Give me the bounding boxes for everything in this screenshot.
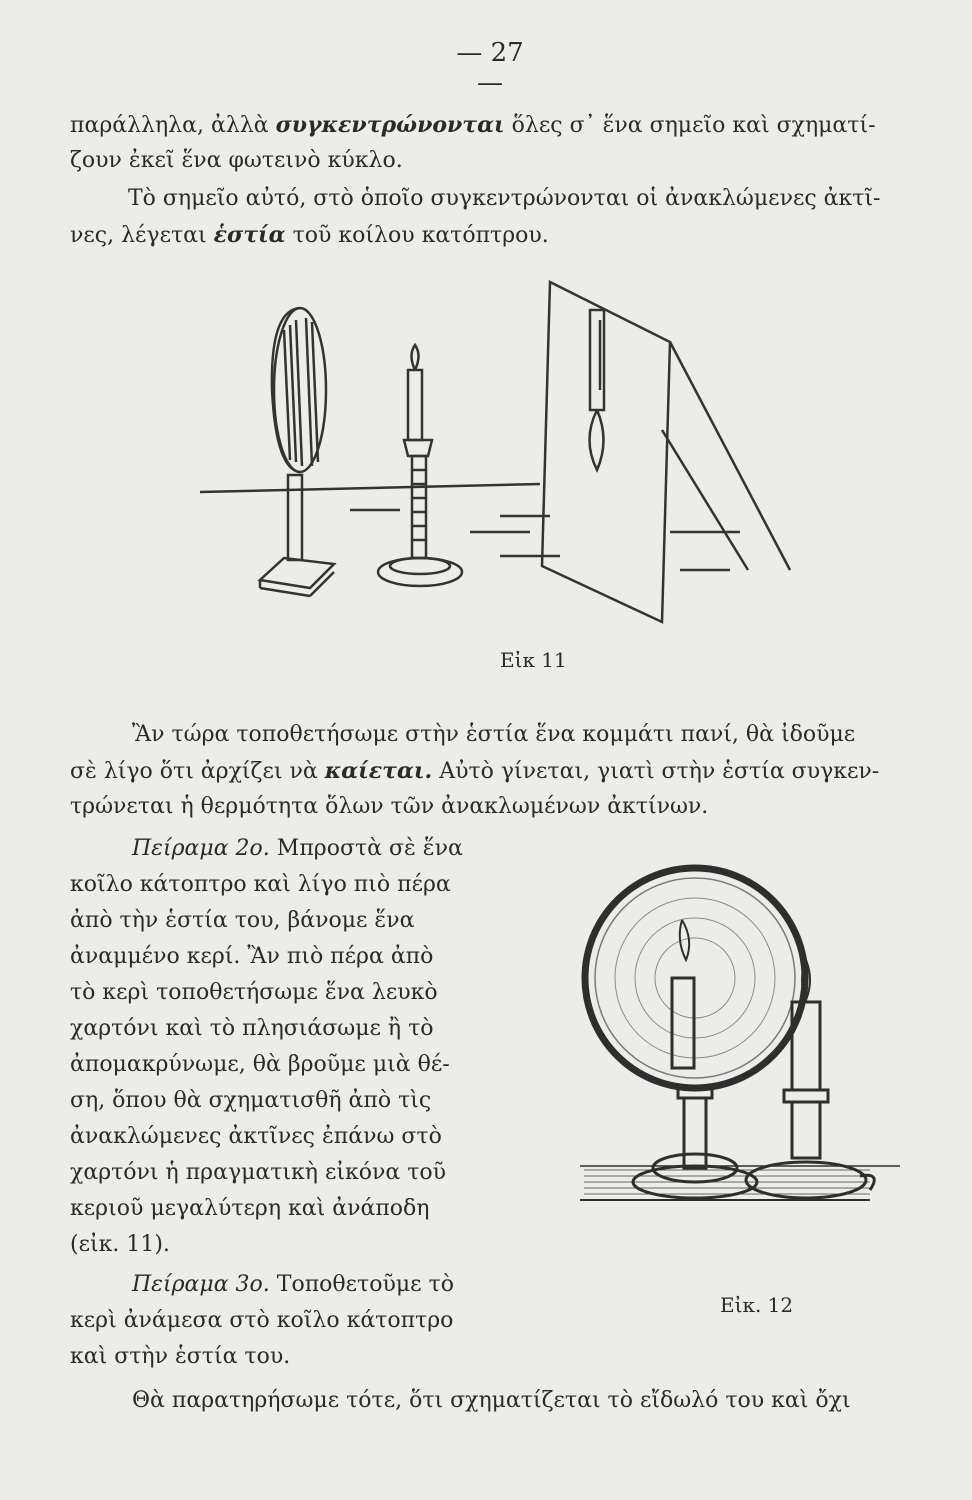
figure-11-illustration	[200, 270, 800, 630]
paragraph-3-line-2	[70, 758, 879, 784]
experiment-2-line-3: ἀπὸ τὴν ἑστία του, βάνομε ἕνα	[70, 908, 415, 933]
paragraph-1-line-2: ζουν ἐκεῖ ἕνα φωτεινὸ κύκλο.	[70, 148, 403, 173]
paragraph-1-line-1	[70, 112, 876, 138]
text-span: τοῦ κοίλου κατόπτρου.	[285, 223, 549, 248]
emphasis-text: καίεται.	[324, 758, 433, 784]
figure-11-caption: Εἰκ 11	[500, 648, 567, 672]
figure-12-caption: Εἰκ. 12	[720, 1293, 794, 1317]
experiment-2-line-8: ση, ὅπου θὰ σχηματισθῆ ἀπὸ τὶς	[70, 1088, 432, 1113]
page-number: — 27 —	[456, 38, 524, 98]
paragraph-3-line-1: Ἂν τώρα τοποθετήσωμε στὴν ἑστία ἕνα κομμάτι πανί, θὰ ἰδοῦμε	[132, 722, 856, 747]
experiment-2-line-9: ἀνακλώμενες ἀκτῖνες ἐπάνω στὸ	[70, 1124, 442, 1149]
experiment-title: Πείραμα 3ο.	[132, 1272, 270, 1297]
experiment-title: Πείραμα 2ο.	[132, 836, 270, 861]
figure-12-illustration	[570, 860, 900, 1260]
experiment-2-line-12: (εἰκ. 11).	[70, 1232, 170, 1257]
paragraph-2-line-1: Τὸ σημεῖο αὐτό, στὸ ὁποῖο συγκεντρώνονται οἱ ἀνακλώμενες ἀκτῖ-	[128, 186, 881, 211]
experiment-2-line-1	[132, 836, 463, 861]
text-span: Μπροστὰ σὲ ἕνα	[269, 836, 463, 861]
text-span: Τοποθετοῦμε τὸ	[269, 1272, 454, 1297]
experiment-3-line-3: καὶ στὴν ἑστία του.	[70, 1344, 291, 1369]
experiment-3-line-2: κερὶ ἀνάμεσα στὸ κοῖλο κάτοπτρο	[70, 1308, 454, 1333]
text-span: σὲ λίγο ὅτι ἀρχίζει νὰ	[70, 759, 325, 784]
paragraph-2-line-2	[70, 222, 549, 248]
text-span: παράλληλα, ἀλλὰ	[70, 113, 276, 138]
emphasis-text: συγκεντρώνονται	[275, 112, 505, 138]
experiment-2-line-6: χαρτόνι καὶ τὸ πλησιάσωμε ἢ τὸ	[70, 1016, 434, 1041]
experiment-2-line-10: χαρτόνι ἡ πραγματικὴ εἰκόνα τοῦ	[70, 1160, 447, 1185]
experiment-2-line-7: ἀπομακρύνωμε, θὰ βροῦμε μιὰ θέ-	[70, 1052, 450, 1077]
emphasis-text: ἑστία	[213, 222, 286, 248]
text-span: ὅλες σ᾽ ἕνα σημεῖο καὶ σχηματί-	[504, 113, 876, 138]
experiment-2-line-11: κεριοῦ μεγαλύτερη καὶ ἀνάποδη	[70, 1196, 430, 1221]
text-span: νες, λέγεται	[70, 223, 214, 248]
experiment-2-line-4: ἀναμμένο κερί. Ἂν πιὸ πέρα ἀπὸ	[70, 944, 434, 969]
experiment-2-line-5: τὸ κερὶ τοποθετήσωμε ἕνα λευκὸ	[70, 980, 438, 1005]
paragraph-3-line-3: τρώνεται ἡ θερμότητα ὅλων τῶν ἀνακλωμένων ἀκτίνων.	[70, 794, 709, 819]
experiment-2-line-2: κοῖλο κάτοπτρο καὶ λίγο πιὸ πέρα	[70, 872, 451, 897]
last-line: Θὰ παρατηρήσωμε τότε, ὅτι σχηματίζεται τὸ εἴδωλό του καὶ ὄχι	[132, 1388, 851, 1413]
experiment-3-line-1	[132, 1272, 454, 1297]
text-span: Αὐτὸ γίνεται, γιατὶ στὴν ἑστία συγκεν-	[432, 759, 880, 784]
